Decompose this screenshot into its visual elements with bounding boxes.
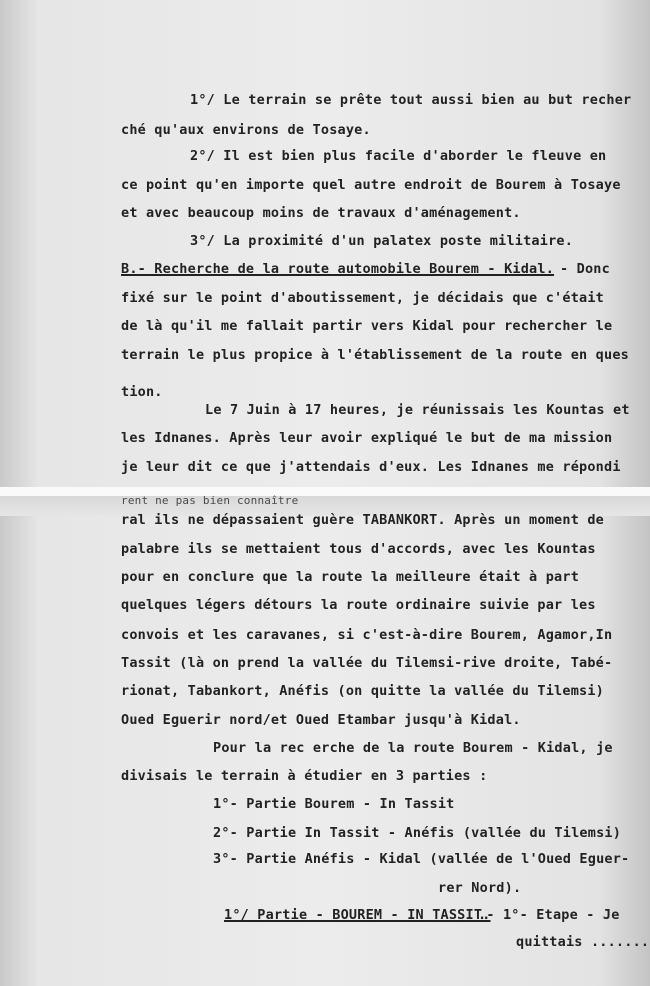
text-line: Tassit (là on prend la vallée du Tilemsi-rive droite, Tabé-: [121, 655, 613, 671]
text-line-partial: rent ne pas bien connaître: [121, 494, 299, 507]
text-line: quittais .......: [516, 934, 650, 950]
text-line: convois et les caravanes, si c'est-à-dire Bourem, Agamor,In: [121, 627, 613, 643]
text-line: .- 1°- Etape - Je: [478, 907, 620, 923]
text-line: Pour la rec erche de la route Bourem - Kidal, je: [213, 740, 613, 756]
text-line: Oued Eguerir nord/et Oued Etambar jusqu'à Kidal.: [121, 712, 521, 728]
text-line: - Donc: [560, 261, 610, 277]
list-item: 3°- Partie Anéfis - Kidal (vallée de l'Oued Eguer-: [213, 851, 630, 867]
text-line: Le 7 Juin à 17 heures, je réunissais les Kountas et: [205, 402, 630, 418]
text-line: 1°/ Le terrain se prête tout aussi bien au but recher: [190, 92, 632, 108]
text-line: rer Nord).: [438, 880, 522, 896]
text-line: fixé sur le point d'aboutissement, je décidais que c'était: [121, 290, 605, 306]
text-line: palabre ils se mettaient tous d'accords, avec les Kountas: [121, 541, 596, 557]
text-line: ché qu'aux environs de Tosaye.: [121, 122, 371, 138]
part-heading: 1°/ Partie - BOUREM - IN TASSIT.: [224, 907, 491, 923]
text-line: divisais le terrain à étudier en 3 parties :: [121, 768, 488, 784]
text-line: ce point qu'en importe quel autre endroit de Bourem à Tosaye: [121, 177, 621, 193]
text-line: 3°/ La proximité d'un palatex poste militaire.: [190, 233, 574, 249]
text-line: de là qu'il me fallait partir vers Kidal pour rechercher le: [121, 318, 613, 334]
text-line: les Idnanes. Après leur avoir expliqué le but de ma mission: [121, 430, 613, 446]
text-line: pour en conclure que la route la meilleure était à part: [121, 569, 580, 585]
text-line: tion.: [121, 384, 163, 400]
text-line: 2°/ Il est bien plus facile d'aborder le fleuve en: [190, 148, 607, 164]
list-item: 2°- Partie In Tassit - Anéfis (vallée du Tilemsi): [213, 825, 622, 841]
text-line: rionat, Tabankort, Anéfis (on quitte la vallée du Tilemsi): [121, 683, 605, 699]
scan-seam-light: [0, 487, 650, 496]
text-line: ral ils ne dépassaient guère TABANKORT. Après un moment de: [121, 512, 605, 528]
text-line: je leur dit ce que j'attendais d'eux. Les Idnanes me répondi: [121, 459, 621, 475]
text-line: quelques légers détours la route ordinaire suivie par les: [121, 597, 596, 613]
text-line: et avec beaucoup moins de travaux d'aménagement.: [121, 205, 521, 221]
section-heading: B.- Recherche de la route automobile Bourem - Kidal.: [121, 261, 555, 277]
text-line: terrain le plus propice à l'établissement de la route en ques: [121, 347, 629, 363]
list-item: 1°- Partie Bourem - In Tassit: [213, 796, 455, 812]
